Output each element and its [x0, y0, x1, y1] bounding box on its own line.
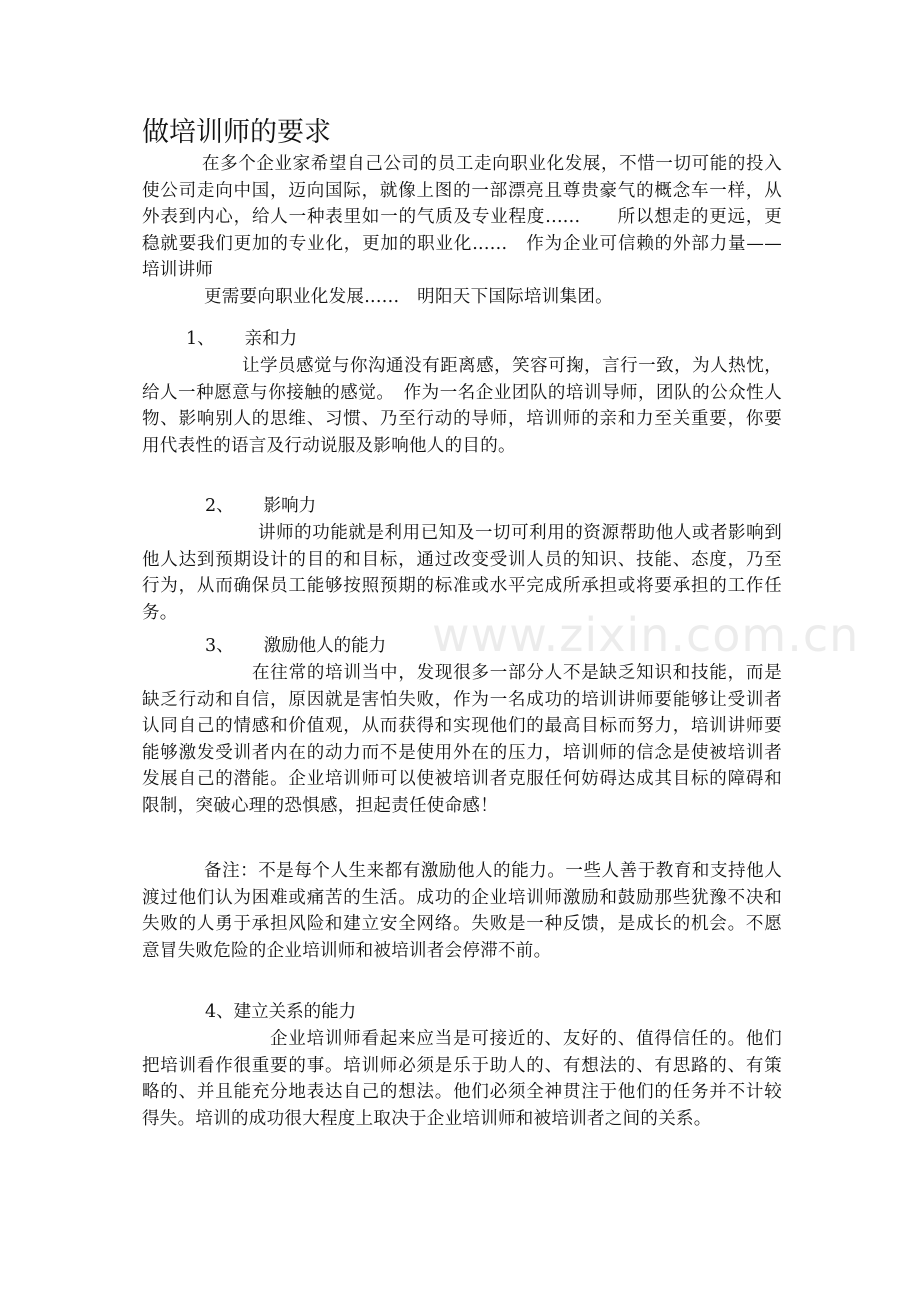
- section-3-body: 在往常的培训当中，发现很多一部分人不是缺乏知识和技能，而是缺乏行动和自信，原因就是害怕失败，作为一名成功的培训讲师要能够让受训者认同自己的情感和价值观，从而获得和实现他们的最高目标而努力，培训讲师要能够激发受训者内在的动力而不是使用外在的压力，培训师的信念是使被培训者发展自己的潜能。企业培训师可以使被培训者克服任何妨碍达成其目标的障碍和限制，突破心理的恐惧感，担起责任使命感！: [142, 663, 782, 816]
- section-1-heading: [186, 326, 297, 353]
- section-3-title: 激励他人的能力: [263, 636, 387, 656]
- section-1-body: 让学员感觉与你沟通没有距离感，笑容可掬，言行一致，为人热忱，给人一种愿意与你接触的感觉。 作为一名企业团队的培训导师，团队的公众性人物、影响别人的思维、习惯、乃至行动的导师，培训师的亲和力至关重要，你要用代表性的语言及行动说服及影响他人的目的。: [142, 356, 782, 456]
- section-4-body: 企业培训师看起来应当是可接近的、友好的、值得信任的。他们把培训看作很重要的事。培训师必须是乐于助人的、有想法的、有思路的、有策略的、并且能充分地表达自己的想法。他们必须全神贯注于他们的任务并不计较得失。培训的成功很大程度上取决于企业培训师和被培训者之间的关系。: [142, 1029, 782, 1129]
- section-1-number: 1、: [186, 329, 215, 349]
- section-3-number: 3、: [205, 636, 234, 656]
- intro-paragraph: [142, 151, 782, 310]
- section-3-heading: [205, 633, 386, 660]
- section-4-title: 建立关系的能力: [233, 1002, 357, 1022]
- document-title: 做培训师的要求: [142, 117, 331, 148]
- section-2-number: 2、: [205, 496, 234, 516]
- intro-main-text: 在多个企业家希望自己公司的员工走向职业化发展，不惜一切可能的投入使公司走向中国，迈向国际，就像上图的一部漂亮且尊贵豪气的概念车一样，从外表到内心，给人一种表里如一的气质及专业程度...... 所以想走的更远，更稳就要我们更加的专业化，更加的职业化...... 作为企业可信赖的外部力量——培训讲师: [142, 154, 782, 280]
- section-2-heading: [205, 493, 316, 520]
- section-4-heading: [205, 999, 356, 1026]
- watermark-text: www.zixin.com.cn: [432, 608, 860, 662]
- section-2-body: 讲师的功能就是利用已知及一切可利用的资源帮助他人或者影响到他人达到预期设计的目的和目标，通过改变受训人员的知识、技能、态度，乃至行为，从而确保员工能够按照预期的标准或水平完成所承担或将要承担的工作任务。: [142, 523, 782, 623]
- intro-tail-text: 更需要向职业化发展...... 明阳天下国际培训集团。: [204, 286, 613, 307]
- section-4-number: 4、: [205, 1002, 234, 1022]
- section-3-note: 备注：不是每个人生来都有激励他人的能力。一些人善于教育和支持他人渡过他们认为困难或痛苦的生活。成功的企业培训师激励和鼓励那些犹豫不决和失败的人勇于承担风险和建立安全网络。失败是一种反馈，是成长的机会。不愿意冒失败危险的企业培训师和被培训者会停滞不前。: [142, 861, 782, 961]
- section-2-title: 影响力: [263, 496, 317, 516]
- section-1-title: 亲和力: [244, 329, 298, 349]
